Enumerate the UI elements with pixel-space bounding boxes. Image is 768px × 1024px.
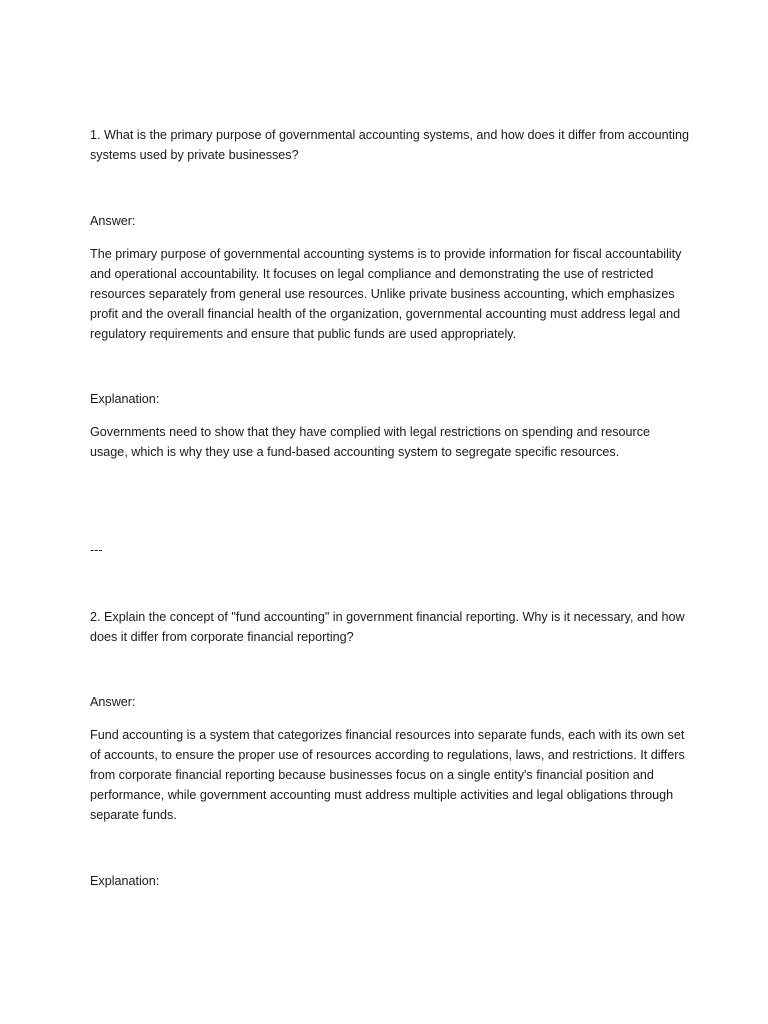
- answer-2-label: Answer:: [90, 695, 136, 709]
- answer-1-text: The primary purpose of governmental accounting systems is to provide information for fiscal accountability and operational accountability. It focuses on legal compliance and demonstrating the use of restricted resources separately from general use resources. Unlike private business accounting, which emphasizes profit and the overall financial health of the organization, governmental accounting must address legal and regulatory requirements and ensure that public funds are used appropriately.: [90, 247, 682, 341]
- explanation-1-label: Explanation:: [90, 392, 160, 406]
- explanation-2-label: Explanation:: [90, 874, 160, 888]
- explanation-1-text: Governments need to show that they have complied with legal restrictions on spending and resource usage, which is why they use a fund-based accounting system to segregate specific resources.: [90, 425, 651, 459]
- section-separator: ---: [90, 543, 103, 557]
- answer-1-label: Answer:: [90, 214, 136, 228]
- answer-2-text: Fund accounting is a system that categorizes financial resources into separate funds, each with its own set of accounts, to ensure the proper use of resources according to regulations, laws, and restrictions. It differs from corporate financial reporting because businesses focus on a single entity's financial position and performance, while government accounting must address multiple activities and legal obligations through separate funds.: [90, 728, 685, 822]
- question-2: 2. Explain the concept of "fund accounting" in government financial reporting. Why is it necessary, and how does it differ from corporate financial reporting?: [90, 610, 685, 644]
- question-1: 1. What is the primary purpose of governmental accounting systems, and how does it differ from accounting systems used by private businesses?: [90, 128, 689, 162]
